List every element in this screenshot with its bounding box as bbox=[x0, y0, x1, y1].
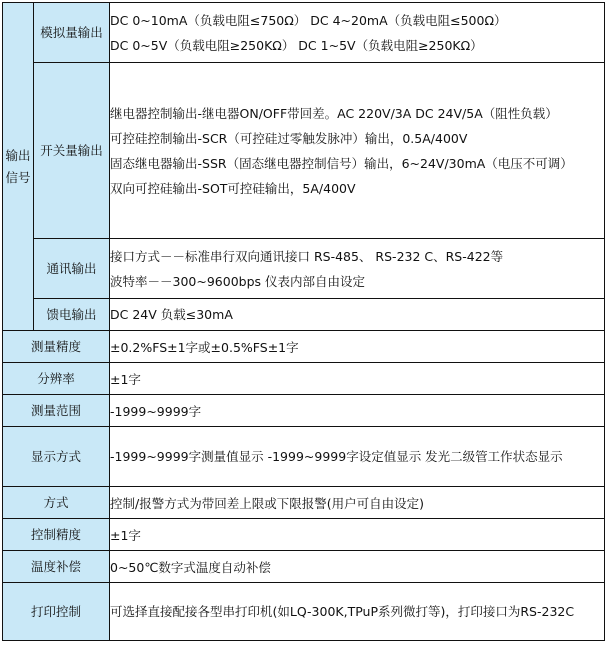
print-value bbox=[110, 583, 605, 641]
text-line: DC 24V 负载≤30mA bbox=[110, 307, 233, 322]
text-line: 可控硅控制输出-SCR（可控硅过零触发脉冲）输出，0.5A/400V bbox=[110, 130, 468, 146]
spec-table bbox=[2, 2, 605, 331]
output-signal-label: 输出信号 bbox=[3, 3, 34, 331]
spec-row-temp-comp bbox=[3, 551, 605, 583]
resolution-value: ±1字 bbox=[110, 363, 605, 395]
range-label: 测量范围 bbox=[3, 395, 110, 427]
text-line: 固态继电器输出-SSR（固态继电器控制信号）输出，6~24V/30mA（电压不可调） bbox=[110, 155, 573, 171]
spec-row-resolution bbox=[3, 363, 605, 395]
temp-comp-value: 0~50℃数字式温度自动补偿 bbox=[110, 551, 605, 583]
text-line: 继电器控制输出-继电器ON/OFF带回差。AC 220V/3A DC 24V/5A（阻性负载） bbox=[110, 105, 558, 121]
temp-comp-label: 温度补偿 bbox=[3, 551, 110, 583]
output-row-feed bbox=[3, 299, 605, 331]
display-value bbox=[110, 427, 605, 487]
print-label: 打印控制 bbox=[3, 583, 110, 641]
switch-output-label: 开关量输出 bbox=[34, 63, 110, 239]
spec-row-display bbox=[3, 427, 605, 487]
control-accuracy-value: ±1字 bbox=[110, 519, 605, 551]
spec-row-print bbox=[3, 583, 605, 641]
switch-output-value bbox=[110, 63, 605, 239]
mode-label: 方式 bbox=[3, 487, 110, 519]
control-accuracy-label: 控制精度 bbox=[3, 519, 110, 551]
feed-output-value bbox=[110, 299, 605, 331]
output-row-comm bbox=[3, 239, 605, 299]
text-line: DC 0~10mA（负载电阻≤750Ω） DC 4~20mA（负载电阻≤500Ω） bbox=[110, 12, 507, 28]
accuracy-value: ±0.2%FS±1字或±0.5%FS±1字 bbox=[110, 331, 605, 363]
range-value: -1999~9999字 bbox=[110, 395, 605, 427]
output-row-switch bbox=[3, 63, 605, 239]
text-line: 双向可控硅输出-SOT可控硅输出，5A/400V bbox=[110, 180, 356, 196]
output-row-analog bbox=[3, 3, 605, 63]
text-line: -1999~9999字测量值显示 -1999~9999字设定值显示 发光二级管工作状态显示 bbox=[110, 449, 563, 464]
spec-table-lower bbox=[2, 330, 605, 641]
feed-output-label: 馈电输出 bbox=[34, 299, 110, 331]
comm-output-label: 通讯输出 bbox=[34, 239, 110, 299]
text-line: 接口方式－－标准串行双向通讯接口 RS-485、 RS-232 C、RS-422等 bbox=[110, 248, 504, 264]
spec-row-mode bbox=[3, 487, 605, 519]
analog-output-label: 模拟量输出 bbox=[34, 3, 110, 63]
resolution-label: 分辨率 bbox=[3, 363, 110, 395]
spec-row-accuracy bbox=[3, 331, 605, 363]
comm-output-value bbox=[110, 239, 605, 299]
spec-row-control-accuracy bbox=[3, 519, 605, 551]
text-line: DC 0~5V（负载电阻≥250KΩ） DC 1~5V（负载电阻≥250KΩ） bbox=[110, 37, 483, 53]
mode-value: 控制/报警方式为带回差上限或下限报警(用户可自由设定) bbox=[110, 487, 605, 519]
analog-output-value bbox=[110, 3, 605, 63]
text-line: 波特率－－300~9600bps 仪表内部自由设定 bbox=[110, 273, 365, 289]
spec-row-range bbox=[3, 395, 605, 427]
accuracy-label: 测量精度 bbox=[3, 331, 110, 363]
text-line: 可选择直接配接各型串打印机(如LQ-300K,TPuP系列微打等)，打印接口为RS-232C bbox=[110, 604, 575, 619]
display-label: 显示方式 bbox=[3, 427, 110, 487]
